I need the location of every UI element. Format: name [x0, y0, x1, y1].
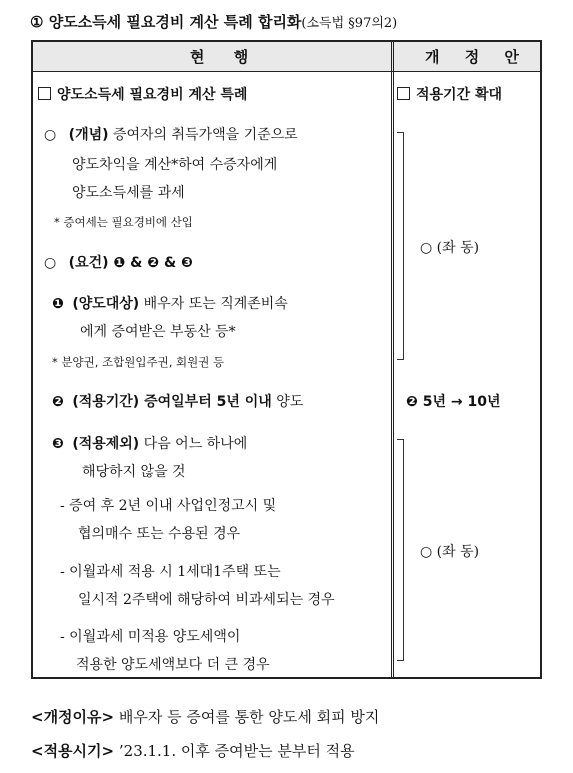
concept-line1: ○ (개념) 증여자의 취득가액을 기준으로 [44, 127, 298, 143]
target-line2: 에게 증여받은 부동산 등* [80, 324, 236, 340]
checkbox-icon [397, 87, 410, 100]
header-current: 현 행 [190, 48, 261, 66]
section-title [30, 11, 397, 32]
concept-note: * 증여세는 필요경비에 산입 [54, 215, 193, 229]
concept-line3: 양도소득세를 과세 [72, 185, 185, 201]
target-note: * 분양권, 조합원입주권, 회원권 등 [52, 355, 225, 369]
exclusion-item-3-line1: - 이월과세 미적용 양도세액이 [60, 629, 241, 645]
bracket-top [397, 132, 404, 360]
header-revised: 개 정 안 [425, 48, 529, 66]
exclusion-item-3-line2: 적용한 양도세액보다 더 큰 경우 [76, 657, 270, 673]
exclusion-item-2-line1: - 이월과세 적용 시 1세대1주택 또는 [60, 564, 281, 580]
concept-line2: 양도차익을 계산*하여 수증자에게 [72, 157, 278, 173]
same-as-left-2: ○ (좌 동) [420, 544, 480, 560]
bracket-bottom [397, 439, 404, 661]
revision-reason: <개정이유> 배우자 등 증여를 통한 양도세 회피 방지 [31, 708, 380, 726]
exclusion-line2: 해당하지 않을 것 [82, 464, 186, 480]
effective-date: <적용시기> ’23.1.1. 이후 증여받는 분부터 적용 [31, 742, 355, 760]
exclusion-item-1-line2: 협의매수 또는 수용된 경우 [78, 526, 241, 542]
checkbox-icon [38, 87, 51, 100]
requirements-line: ○ (요건) ❶ & ❷ & ❸ [44, 255, 193, 271]
current-heading: 양도소득세 필요경비 계산 특례 [38, 84, 247, 104]
law-reference: (소득법 §97의2) [301, 16, 398, 31]
revised-heading: 적용기간 확대 [397, 84, 502, 104]
exclusion-item-1-line1: - 증여 후 2년 이내 사업인정고시 및 [60, 498, 277, 514]
same-as-left-1: ○ (좌 동) [420, 240, 480, 256]
exclusion-line1: ❸ (적용제외) 다음 어느 하나에 [52, 436, 248, 452]
target-line1: ❶ (양도대상) 배우자 또는 직계존비속 [52, 296, 288, 312]
revised-period: ❷ 5년 → 10년 [406, 394, 501, 410]
section-title-text: 양도소득세 필요경비 계산 특례 합리화 [48, 13, 302, 31]
column-divider [391, 42, 394, 677]
exclusion-item-2-line2: 일시적 2주택에 해당하여 비과세되는 경우 [78, 592, 335, 608]
period-line: ❷ (적용기간) 증여일부터 5년 이내 양도 [52, 394, 304, 410]
section-number: ① [30, 13, 44, 31]
